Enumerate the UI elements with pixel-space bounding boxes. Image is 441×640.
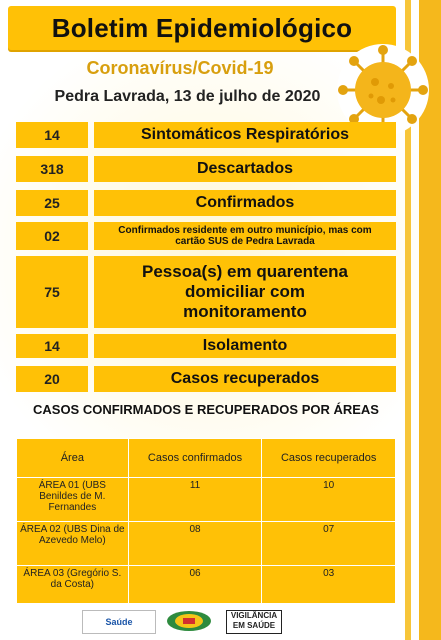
confirmed-count: 06 — [128, 566, 262, 604]
table-header-row — [17, 439, 396, 478]
stat-label: Sintomáticos Respiratórios — [94, 122, 396, 148]
location-date: Pedra Lavrada, 13 de julho de 2020 — [54, 88, 321, 105]
stat-row — [16, 156, 396, 182]
stat-value: 14 — [16, 122, 88, 148]
area-name: ÁREA 02 (UBS Dina de Azevedo Melo) — [17, 522, 129, 566]
stat-label: Descartados — [94, 156, 396, 182]
recovered-count: 03 — [262, 566, 396, 604]
stat-row — [16, 334, 396, 358]
vigilancia-logo: VIGILÂNCIA EM SAÚDE — [226, 610, 282, 634]
stat-row — [16, 122, 396, 148]
column-header-area: Área — [17, 439, 129, 478]
stat-value: 75 — [16, 256, 88, 328]
areas-table — [16, 438, 396, 604]
table-row — [17, 522, 396, 566]
table-row — [17, 478, 396, 522]
stat-value: 25 — [16, 190, 88, 216]
recovered-count: 10 — [262, 478, 396, 522]
stat-label: Pessoa(s) em quarentena domiciliar com monitoramento — [94, 256, 396, 328]
stat-row — [16, 222, 396, 250]
saude-logo — [82, 610, 156, 634]
area-name: ÁREA 01 (UBS Benildes de M. Fernandes — [17, 478, 129, 522]
stat-label: Casos recuperados — [94, 366, 396, 392]
column-header-confirmed: Casos confirmados — [128, 439, 262, 478]
confirmed-count: 08 — [128, 522, 262, 566]
subtitle: Coronavírus/Covid-19 — [86, 58, 274, 78]
area-name: ÁREA 03 (Gregório S. da Costa) — [17, 566, 129, 604]
recovered-count: 07 — [262, 522, 396, 566]
stat-row — [16, 256, 396, 328]
stat-label: Confirmados residente em outro município, mas com cartão SUS de Pedra Lavrada — [94, 222, 396, 250]
stat-label: Isolamento — [94, 334, 396, 358]
stat-label: Confirmados — [94, 190, 396, 216]
confirmed-count: 11 — [128, 478, 262, 522]
stat-value: 20 — [16, 366, 88, 392]
page-title: Boletim Epidemiológico — [51, 13, 353, 43]
stat-row — [16, 366, 396, 392]
saude-logo-text: Saúde — [105, 617, 133, 627]
column-header-recovered: Casos recuperados — [262, 439, 396, 478]
stat-value: 318 — [16, 156, 88, 182]
stat-value: 14 — [16, 334, 88, 358]
areas-section-title: CASOS CONFIRMADOS E RECUPERADOS POR ÁREAS — [33, 402, 379, 417]
municipal-seal-icon — [164, 610, 214, 632]
stat-row — [16, 190, 396, 216]
table-row — [17, 566, 396, 604]
stat-value: 02 — [16, 222, 88, 250]
